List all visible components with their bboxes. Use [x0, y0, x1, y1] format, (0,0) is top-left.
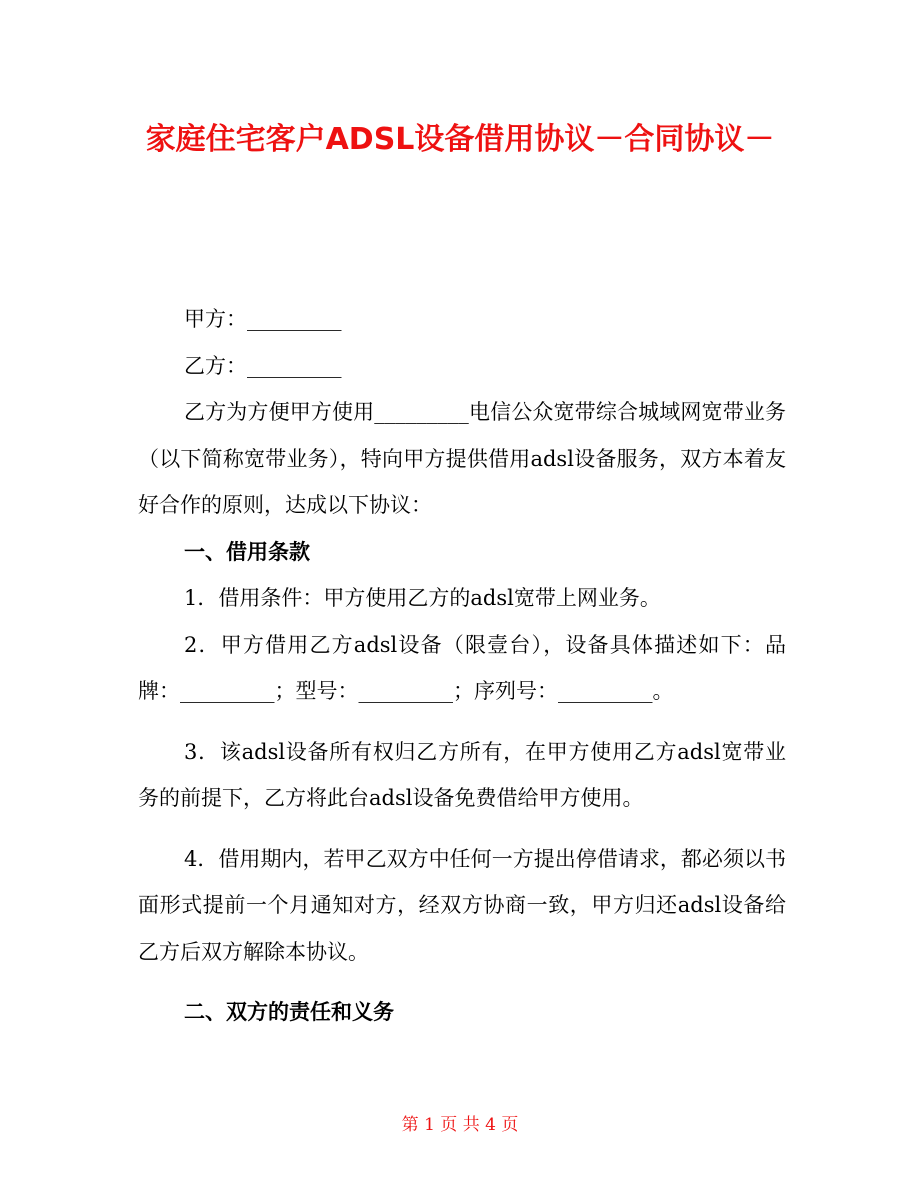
- clause-2: 2．甲方借用乙方adsl设备（限壹台），设备具体描述如下：品牌：_________；型号：_________；序列号：_________。: [138, 632, 786, 703]
- preamble-paragraph: 乙方为方便甲方使用_________电信公众宽带综合城域网宽带业务（以下简称宽带业务），特向甲方提供借用adsl设备服务，双方本着友好合作的原则，达成以下协议：: [138, 400, 786, 517]
- document-title: 家庭住宅客户ADSL设备借用协议－合同协议－: [145, 122, 775, 157]
- section-heading-borrowing-terms: 一、借用条款: [184, 538, 310, 564]
- clause-4: 4．借用期内，若甲乙双方中任何一方提出停借请求，都必须以书面形式提前一个月通知对方，经双方协商一致，甲方归还adsl设备给乙方后双方解除本协议。: [138, 846, 786, 964]
- clause-1: 1．借用条件：甲方使用乙方的adsl宽带上网业务。: [184, 586, 661, 610]
- clause-3: 3．该adsl设备所有权归乙方所有，在甲方使用乙方adsl宽带业务的前提下，乙方将此台adsl设备免费借给甲方使用。: [138, 739, 786, 810]
- section-heading-responsibilities: 二、双方的责任和义务: [184, 999, 394, 1024]
- party-b-line: 乙方：_________: [184, 353, 342, 378]
- party-a-line: 甲方：_________: [184, 307, 342, 331]
- page-footer: 第 1 页 共 4 页: [401, 1115, 519, 1135]
- document-body: [138, 296, 786, 1036]
